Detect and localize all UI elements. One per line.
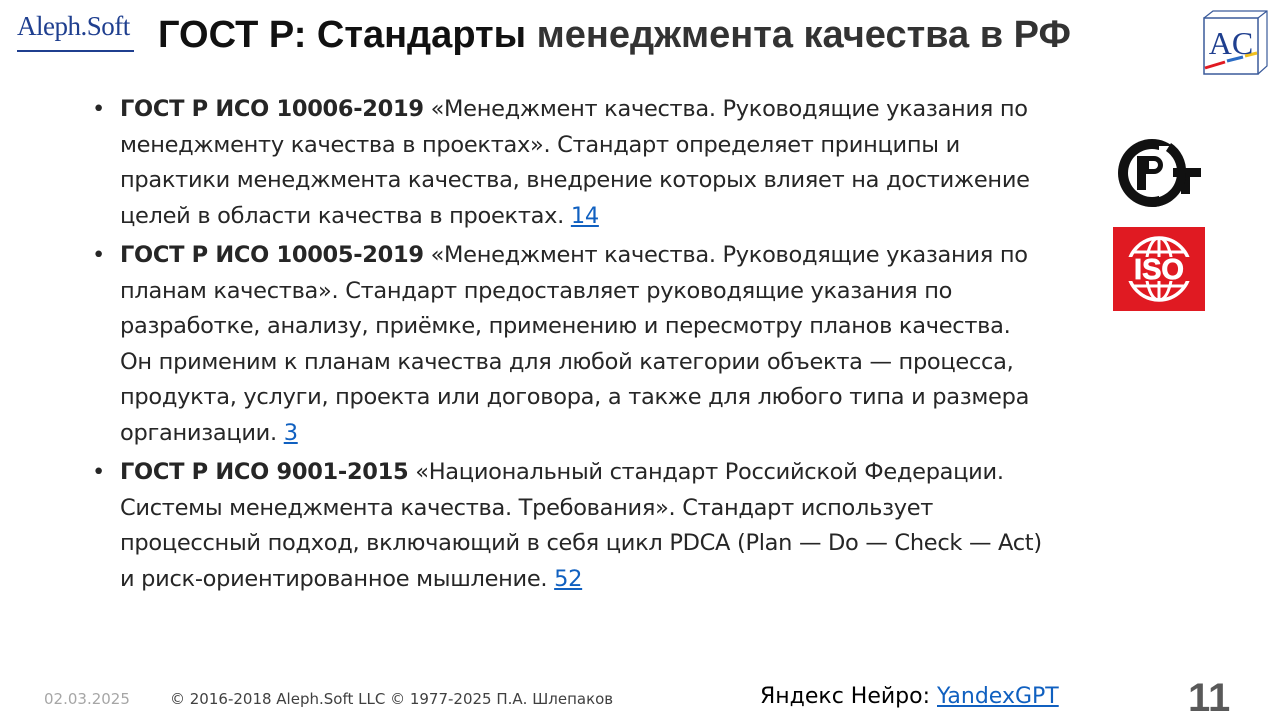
bullet: • bbox=[92, 242, 105, 268]
standard-name: ГОСТ Р ИСО 10005-2019 bbox=[120, 242, 424, 268]
yandexgpt-link[interactable]: YandexGPT bbox=[937, 684, 1059, 709]
source-link[interactable]: 52 bbox=[554, 565, 583, 592]
list-item bbox=[88, 455, 1048, 597]
iso-logo bbox=[1113, 227, 1205, 311]
footer-date: 02.03.2025 bbox=[44, 690, 130, 708]
page-number: 11 bbox=[1188, 676, 1231, 720]
source-link[interactable]: 14 bbox=[570, 202, 599, 229]
standards-list bbox=[88, 92, 1048, 597]
footer-ai-credit bbox=[760, 684, 1059, 709]
standard-name: ГОСТ Р ИСО 9001-2015 bbox=[120, 459, 409, 485]
title-part2: менеджмента качества в РФ bbox=[526, 14, 1071, 56]
list-item bbox=[88, 238, 1048, 451]
standard-description: «Менеджмент качества. Руководящие указания по планам качества». Стандарт предоставляет руководящие указания по разработке, анализу, приёмке, применению и пересмотру планов качества. Он применим к планам качества для любой категории объекта — процесса, продукта, услуги, проекта или договора, а также для любого типа и размера организации. bbox=[120, 242, 1030, 446]
aleph-soft-logo bbox=[17, 6, 137, 54]
bullet: • bbox=[92, 459, 105, 485]
logo-box-text: AC bbox=[1208, 25, 1254, 61]
logo-underline bbox=[17, 50, 134, 52]
standard-name: ГОСТ Р ИСО 10006-2019 bbox=[120, 96, 424, 122]
ac-cube-logo bbox=[1203, 10, 1269, 76]
iso-globe-icon bbox=[1113, 227, 1205, 311]
source-link[interactable]: 3 bbox=[283, 419, 298, 446]
logo-text: Aleph.Soft bbox=[17, 11, 130, 41]
standard-description: «Национальный стандарт Российской Федерации. Системы менеджмента качества. Требования». Стандарт использует процессный подход, включающий в себя цикл PDCA (Plan — Do — Check — Act) и риск-ориентированное мышление. bbox=[120, 459, 1042, 592]
bullet: • bbox=[92, 96, 105, 122]
footer-copyright: © 2016-2018 Aleph.Soft LLC © 1977-2025 П.А. Шлепаков bbox=[170, 690, 614, 708]
rst-gost-logo-icon bbox=[1115, 136, 1203, 210]
title-part1: ГОСТ Р: Стандарты bbox=[158, 14, 527, 56]
slide-title bbox=[158, 12, 1071, 58]
list-item bbox=[88, 92, 1048, 234]
standard-description: «Менеджмент качества. Руководящие указания по менеджменту качества в проектах». Стандарт определяет принципы и практики менеджмента качества, внедрение которых влияет на достижение целей в области качества в проектах. bbox=[120, 96, 1030, 229]
ai-label: Яндекс Нейро: bbox=[760, 684, 937, 709]
iso-text: ISO bbox=[1134, 254, 1184, 286]
slide-content bbox=[88, 92, 1048, 601]
